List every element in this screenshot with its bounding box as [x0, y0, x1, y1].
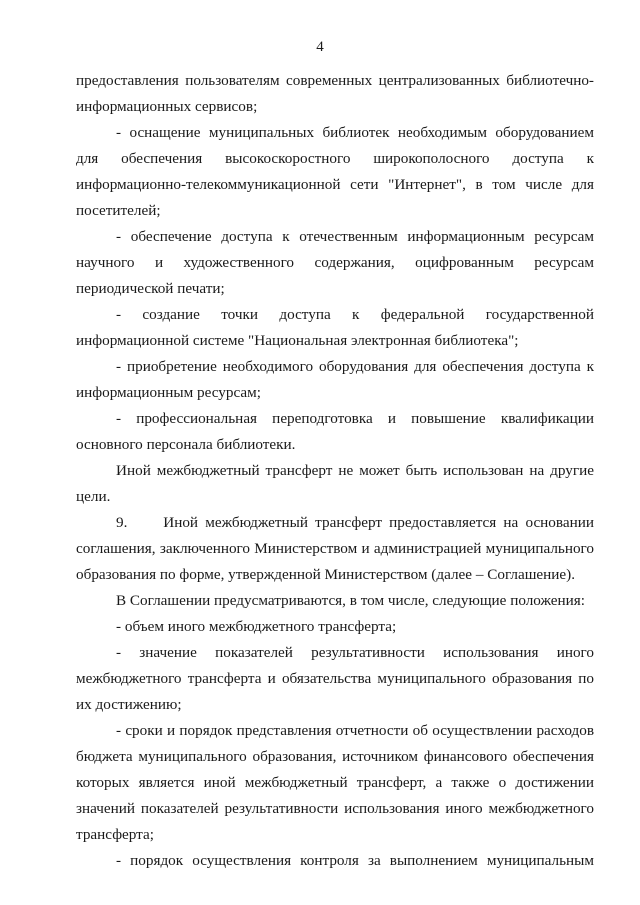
paragraph-transfer-volume: - объем иного межбюджетного трансферта;	[116, 618, 397, 635]
paragraph-equipment-purchase: - приобретение необходимого оборудования для обеспечения доступа к информационным ресурсам;	[76, 358, 594, 401]
paragraph-item-9: 9. Иной межбюджетный трансферт предоставляется на основании соглашения, заключенного Министерством и администрацией муниципального образования по форме, утвержденной Министерством (далее – Соглашение).	[76, 514, 594, 583]
document-body	[76, 68, 594, 874]
paragraph-equipment-internet: - оснащение муниципальных библиотек необходимым оборудованием для обеспечения высокоскоростного широкополосного доступа к информационно-телекоммуникационной сети "Интернет", в том числе для посетителей;	[76, 124, 594, 219]
paragraph-control-procedure: - порядок осуществления контроля за выполнением муниципальным	[116, 852, 594, 869]
paragraph-performance-indicators: - значение показателей результативности использования иного межбюджетного трансферта и обязательства муниципального образования по их достижению;	[76, 644, 594, 713]
paragraph-agreement-provisions: В Соглашении предусматриваются, в том числе, следующие положения:	[116, 592, 586, 609]
paragraph-reporting: - сроки и порядок представления отчетности об осуществлении расходов бюджета муниципального образования, источником финансового обеспечения которых является иной межбюджетный трансферт, а также о достижении значений показателей результативности использования иного межбюджетного трансферта;	[76, 722, 594, 843]
paragraph-access-point: - создание точки доступа к федеральной государственной информационной системе "Национальная электронная библиотека";	[76, 306, 594, 349]
paragraph-access-resources: - обеспечение доступа к отечественным информационным ресурсам научного и художественного содержания, оцифрованным ресурсам периодической печати;	[76, 228, 594, 297]
paragraph-library-services: предоставления пользователям современных централизованных библиотечно-информационных сервисов;	[76, 72, 594, 115]
page-number: 4	[316, 39, 324, 55]
paragraph-transfer-restriction: Иной межбюджетный трансферт не может быть использован на другие цели.	[76, 462, 594, 505]
paragraph-retraining: - профессиональная переподготовка и повышение квалификации основного персонала библиотеки.	[76, 410, 594, 453]
